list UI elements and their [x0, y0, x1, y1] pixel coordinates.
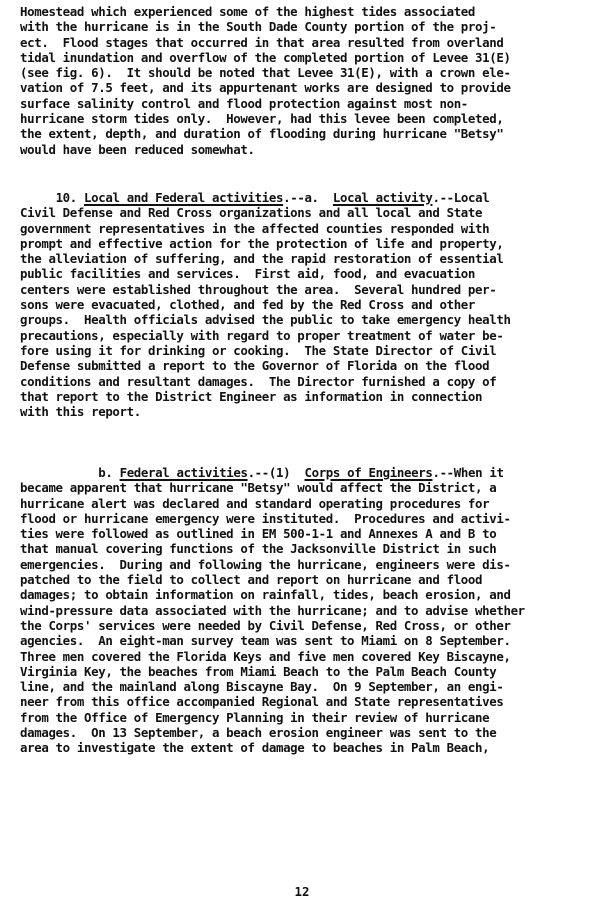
text-line: centers were established throughout the area. Several hundred per-	[20, 281, 497, 297]
section-number: 10.	[55, 190, 77, 205]
text-line: Virginia Key, the beaches from Miami Beach to the Palm Beach County	[20, 663, 497, 679]
paragraph-homestead	[20, 4, 600, 157]
text-line: (see fig. 6). It should be noted that Levee 31(E), with a crown ele-	[20, 65, 511, 81]
text-line: prompt and effective action for the protection of life and property,	[20, 235, 504, 251]
text-line: flood or hurricane emergency were instituted. Procedures and activi-	[20, 510, 511, 526]
section-heading: Local and Federal activities	[84, 190, 284, 205]
section-heading-line	[20, 465, 600, 480]
text-line: patched to the field to collect and report on hurricane and flood	[20, 572, 483, 588]
text-line: the alleviation of suffering, and the rapid restoration of essential	[20, 251, 504, 267]
text-line: with the hurricane is in the South Dade County portion of the proj-	[20, 19, 497, 35]
text-line: Homestead which experienced some of the highest tides associated	[20, 4, 476, 19]
heading-separator: .--a.	[283, 190, 319, 205]
text-line: hurricane storm tides only. However, had this levee been completed,	[20, 111, 504, 127]
text-line: that manual covering functions of the Jacksonville District in such	[20, 541, 497, 557]
text-line: would have been reduced somewhat.	[20, 141, 255, 157]
text-line: the extent, depth, and duration of flooding during hurricane "Betsy"	[20, 126, 504, 142]
section-federal-activities	[20, 465, 600, 756]
text-line: became apparent that hurricane "Betsy" would affect the District, a	[20, 480, 497, 496]
text-line: neer from this office accompanied Regional and State representatives	[20, 694, 504, 710]
section-local-federal-activities	[20, 190, 600, 419]
text-line: with this report.	[20, 404, 141, 420]
text-line: damages; to obtain information on rainfall, tides, beach erosion, and	[20, 587, 511, 603]
page-number: 12	[294, 884, 310, 899]
text-line: damages. On 13 September, a beach erosion engineer was sent to the	[20, 725, 497, 741]
text-line: government representatives in the affected counties responded with	[20, 220, 490, 236]
text-line: line, and the mainland along Biscayne Bay. On 9 September, an engi-	[20, 679, 504, 695]
text-line: precautions, especially with regard to proper treatment of water be-	[20, 327, 504, 343]
text-line: from the Office of Emergency Planning in their review of hurricane	[20, 709, 490, 725]
text-line: Three men covered the Florida Keys and five men covered Key Biscayne,	[20, 648, 511, 664]
text-line: hurricane alert was declared and standard operating procedures for	[20, 495, 490, 511]
heading-lead-text: .--When it	[432, 465, 504, 480]
text-line: vation of 7.5 feet, and its appurtenant works are designed to provide	[20, 80, 511, 96]
text-line: the Corps' services were needed by Civil Defense, Red Cross, or other	[20, 617, 511, 633]
text-line: sons were evacuated, clothed, and fed by the Red Cross and other	[20, 297, 476, 313]
text-line: Civil Defense and Red Cross organizations and all local and State	[20, 205, 483, 221]
text-line: wind-pressure data associated with the hurricane; and to advise whether	[20, 602, 525, 618]
text-line: conditions and resultant damages. The Director furnished a copy of	[20, 373, 497, 389]
text-line: ect. Flood stages that occurred in that area resulted from overland	[20, 34, 504, 50]
text-line: public facilities and services. First aid, food, and evacuation	[20, 266, 476, 282]
subsection-heading: Local activity	[332, 190, 433, 205]
section-letter: b.	[98, 465, 113, 480]
text-line: ties were followed as outlined in EM 500-1-1 and Annexes A and B to	[20, 526, 497, 542]
section-heading-line	[20, 190, 600, 205]
text-line: fore using it for drinking or cooking. The State Director of Civil	[20, 342, 497, 358]
section-heading: Federal activities	[119, 465, 248, 480]
text-line: area to investigate the extent of damage to beaches in Palm Beach,	[20, 740, 490, 756]
text-line: groups. Health officials advised the public to take emergency health	[20, 312, 511, 328]
text-line: surface salinity control and flood protection against most non-	[20, 95, 468, 111]
subsection-heading: Corps of Engineers	[304, 465, 433, 480]
text-line: emergencies. During and following the hurricane, engineers were dis-	[20, 556, 511, 572]
heading-lead-text: .--Local	[432, 190, 490, 205]
text-line: Defense submitted a report to the Governor of Florida on the flood	[20, 358, 490, 374]
heading-separator: .--(1)	[247, 465, 291, 480]
text-line: that report to the District Engineer as information in connection	[20, 388, 483, 404]
text-line: agencies. An eight-man survey team was sent to Miami on 8 September.	[20, 633, 511, 649]
text-line: tidal inundation and overflow of the completed portion of Levee 31(E)	[20, 49, 511, 65]
